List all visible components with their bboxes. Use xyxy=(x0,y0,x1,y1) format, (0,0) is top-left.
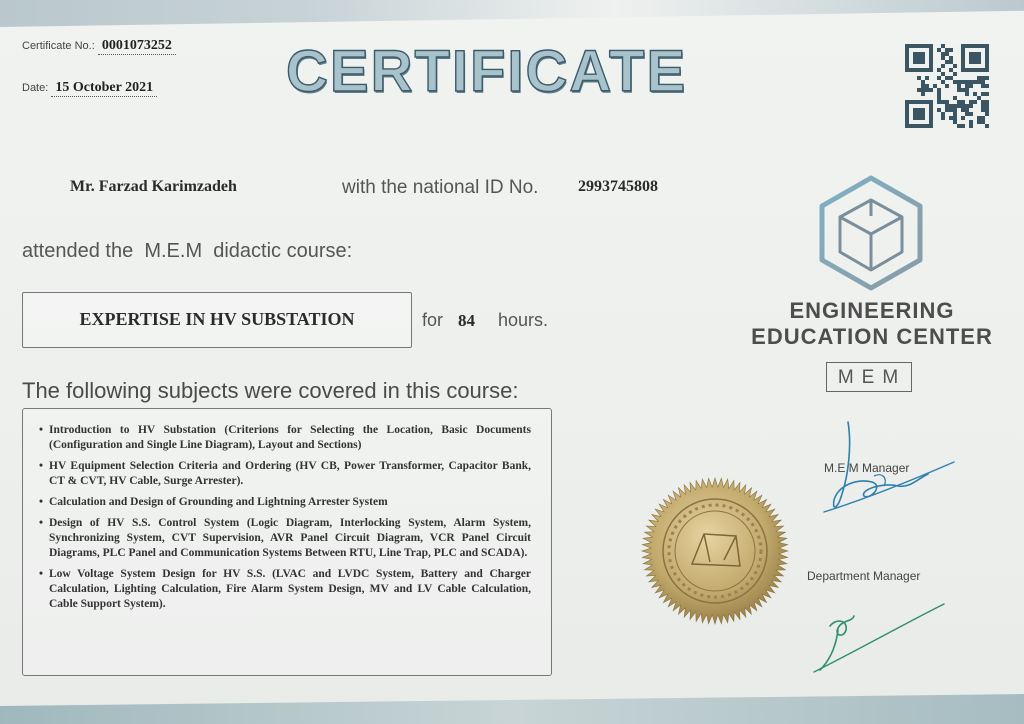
organization-abbreviation: MEM xyxy=(826,362,912,392)
mem-manager-label: M.E.M Manager xyxy=(824,461,910,475)
recipient-name: Mr. Farzad Karimzadeh xyxy=(70,178,237,195)
bullet-icon: • xyxy=(39,517,44,529)
subject-item-text: Low Voltage System Design for HV S.S. (LVAC and LVDC System, Battery and Charger Calculation, Lighting Calculation, Fire Alarm System Design, MV and LV Cable Calculation, Cable Support System). xyxy=(49,568,531,610)
bullet-icon: • xyxy=(39,424,44,436)
bullet-icon: • xyxy=(39,460,44,472)
national-id: 2993745808 xyxy=(578,178,658,195)
subject-item-text: Introduction to HV Substation (Criterions for Selecting the Location, Basic Documents (Configuration and Single Line Diagram), Layout and Sections) xyxy=(49,424,531,451)
issue-date: 15 October 2021 xyxy=(51,80,157,97)
certificate-number-row xyxy=(22,38,176,54)
bullet-icon: • xyxy=(39,568,44,580)
organization-name-line2: EDUCATION CENTER xyxy=(751,324,993,349)
subject-item xyxy=(39,459,531,489)
qr-code-icon xyxy=(905,44,989,128)
subject-item-text: HV Equipment Selection Criteria and Ordering (HV CB, Power Transformer, Capacitor Bank, CT & CVT, HV Cable, Surge Arrester). xyxy=(49,460,531,487)
subject-item xyxy=(39,495,531,510)
certificate-number: 0001073252 xyxy=(98,38,176,55)
certificate-number-label: Certificate No.: xyxy=(22,40,95,52)
bottom-decorative-band xyxy=(0,684,1024,724)
subject-item-text: Calculation and Design of Grounding and Lightning Arrester System xyxy=(49,496,388,508)
course-name-box xyxy=(22,292,412,348)
top-decorative-band xyxy=(0,0,1024,36)
bullet-icon: • xyxy=(39,496,44,508)
subject-item xyxy=(39,423,531,453)
date-label: Date: xyxy=(22,82,49,94)
subjects-heading: The following subjects were covered in this course: xyxy=(22,378,519,403)
subjects-box xyxy=(22,408,552,676)
department-manager-signature xyxy=(808,590,958,680)
attended-text: attended the M.E.M didactic course: xyxy=(22,240,353,262)
course-hours: 84 xyxy=(458,311,475,330)
organization-name-line1: ENGINEERING xyxy=(789,298,955,323)
national-id-label: with the national ID No. xyxy=(342,177,539,198)
hours-label: hours. xyxy=(498,310,549,330)
gold-seal-icon xyxy=(640,476,790,626)
subject-item xyxy=(39,567,531,612)
date-row xyxy=(22,80,157,96)
course-name: EXPERTISE IN HV SUBSTATION xyxy=(79,309,355,329)
department-manager-label: Department Manager xyxy=(807,569,921,583)
subject-item xyxy=(39,516,531,561)
certificate-title: CERTIFICATE xyxy=(286,39,688,104)
manager-signature xyxy=(812,416,962,516)
subjects-list xyxy=(23,409,551,612)
subject-item-text: Design of HV S.S. Control System (Logic Diagram, Interlocking System, Alarm System, Synchronizing System, CVT Supervision, AVR Panel Circuit Diagram, VCR Panel Circuit Diagrams, PLC Panel and Communication Systems Between RTU, Line Trap, PLC and SCADA). xyxy=(49,517,531,559)
cube-hexagon-logo-icon xyxy=(816,174,926,292)
for-label: for xyxy=(422,310,444,330)
